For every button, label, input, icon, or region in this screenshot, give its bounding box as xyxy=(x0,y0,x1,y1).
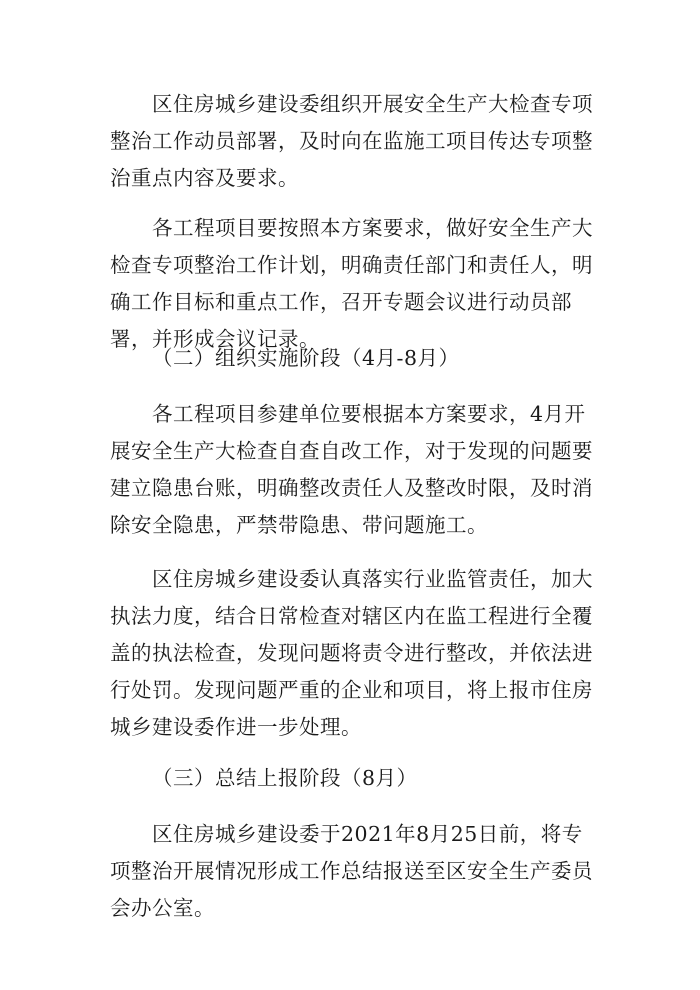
paragraph-supervision: 区住房城乡建设委认真落实行业监管责任，加大执法力度，结合日常检查对辖区内在监工程进行全覆盖的执法检查，发现问题将责令进行整改，并依法进行处罚。发现问题严重的企业和项目，将上报市住房城乡建设委作进一步处理。 xyxy=(110,567,593,739)
paragraph-summary-report: 区住房城乡建设委于2021年8月25日前，将专项整治开展情况形成工作总结报送至区安全生产委员会办公室。 xyxy=(110,822,593,920)
paragraph-self-inspection: 各工程项目参建单位要根据本方案要求，4月开展安全生产大检查自查自改工作，对于发现的问题要建立隐患台账，明确整改责任人及整改时限，及时消除安全隐患，严禁带隐患、带问题施工。 xyxy=(110,402,593,537)
paragraph-project-plan: 各工程项目要按照本方案要求，做好安全生产大检查专项整治工作计划，明确责任部门和责任人，明确工作目标和重点工作，召开专题会议进行动员部署，并形成会议记录。 xyxy=(110,216,593,351)
section-heading-summary: （三）总结上报阶段（8月） xyxy=(152,766,418,790)
paragraph-mobilization: 区住房城乡建设委组织开展安全生产大检查专项整治工作动员部署，及时向在监施工项目传达专项整治重点内容及要求。 xyxy=(110,92,593,190)
section-heading-implementation: （二）组织实施阶段（4月-8月） xyxy=(152,346,460,370)
